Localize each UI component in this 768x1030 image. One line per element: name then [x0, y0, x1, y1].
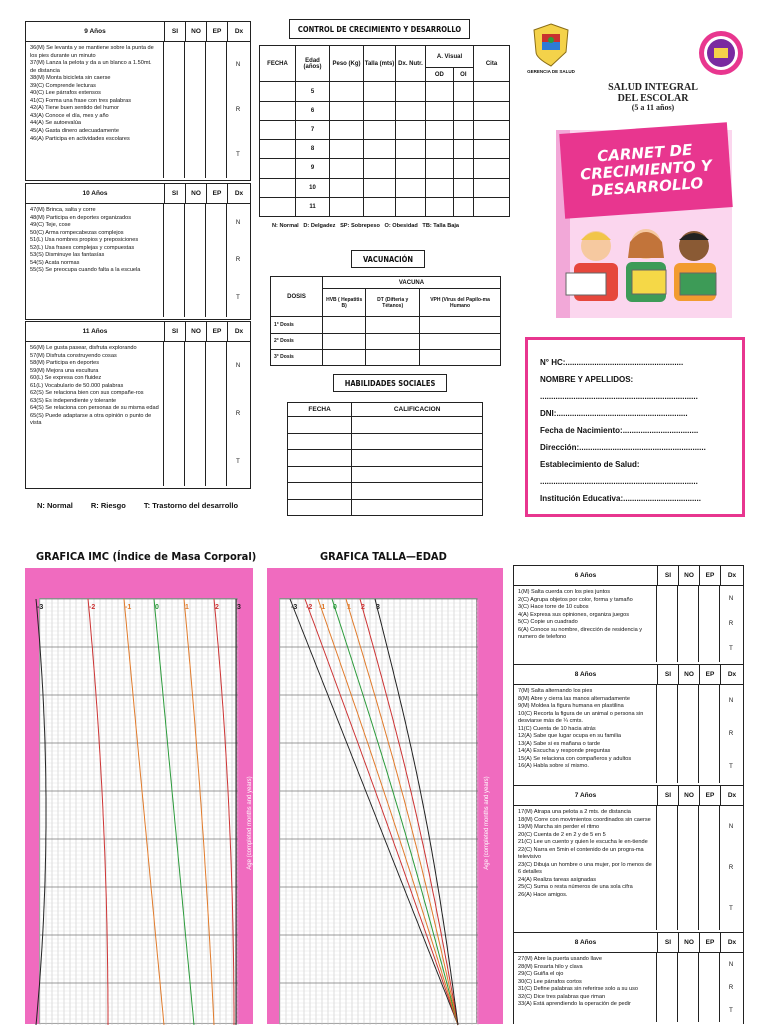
- control-cell: [474, 159, 510, 178]
- dx-codes: [227, 42, 249, 178]
- control-row: [260, 197, 510, 216]
- dx-code: R: [728, 864, 734, 871]
- shield-emblem-icon: [530, 22, 572, 68]
- col-cita: Cita: [474, 46, 510, 82]
- vac-cell: [323, 333, 366, 349]
- blank-cell: [699, 953, 720, 1022]
- control-cell: [330, 178, 364, 197]
- id-field: Establecimiento de Salud:: [540, 460, 640, 469]
- imc-chart: [37, 598, 241, 1024]
- control-cell: [260, 159, 296, 178]
- control-cell: [330, 120, 364, 139]
- dx-code: T: [729, 1007, 733, 1014]
- control-cell: [330, 101, 364, 120]
- vaccination-title: VACUNACIÓN: [351, 250, 425, 268]
- dx-codes: [227, 204, 249, 317]
- control-age: 11: [296, 197, 330, 216]
- col-edad: Edad (años): [296, 46, 330, 82]
- dx-codes: [720, 586, 742, 662]
- dev-block-11: [25, 321, 251, 489]
- control-row: [260, 159, 510, 178]
- vaccination-table: [270, 276, 501, 366]
- dev-block-6: [513, 565, 744, 665]
- vac-row: [271, 349, 501, 365]
- legend-normal: N: Normal: [37, 501, 73, 510]
- header-si: SI: [657, 933, 678, 952]
- blank-cell: [678, 806, 699, 930]
- control-cell: [426, 159, 454, 178]
- header-dx: Dx: [227, 322, 250, 341]
- control-cell: [396, 140, 426, 159]
- block-body: [514, 806, 743, 930]
- block-header: [26, 184, 250, 204]
- control-cell: [330, 197, 364, 216]
- control-cell: [453, 120, 473, 139]
- control-cell: [364, 140, 396, 159]
- vac-row: [271, 333, 501, 349]
- hab-cell: [352, 499, 483, 515]
- id-field: Dirección:.........................................................: [540, 443, 706, 452]
- control-cell: [426, 101, 454, 120]
- z-label: 0: [155, 604, 159, 611]
- control-cell: [260, 140, 296, 159]
- header-ep: EP: [699, 665, 720, 684]
- header-ep: EP: [699, 786, 720, 805]
- header-no: NO: [678, 566, 699, 585]
- vac-cell: [366, 333, 420, 349]
- blank-cell: [206, 204, 227, 317]
- hab-cell: [352, 466, 483, 482]
- hab-cell: [288, 499, 352, 515]
- legend-trastorno: T: Trastorno del desarrollo: [143, 501, 239, 510]
- dx-code: R: [728, 730, 734, 737]
- control-table: [259, 45, 510, 217]
- block-body: [514, 586, 743, 662]
- block-items: 17(M) Atrapa una pelota a 2 mts. de distancia 18(M) Corre con movimientos coordinados sin caerse 19(M) Marcha sin perder el ritmo 20(C) Cuenta de 2 en 2 y de 5 en 5 21(C) Lee un cuento y quien le escucha le en-tiende 22(C) Narra en 5min el contenido de un progra-ma televisivo 23(C) Dibuja un hombre o una mujer, por lo menos de 6 detalles 24(A) Realiza tareas asignadas 25(C) Suma o resta números de una sola cifra 26(A) Hace amigos.: [514, 806, 657, 930]
- header-no: NO: [185, 322, 206, 341]
- hab-row: [288, 499, 483, 515]
- control-age: 9: [296, 159, 330, 178]
- col-oi: OI: [453, 68, 473, 82]
- imc-chart-svg: [37, 599, 241, 1025]
- header-dx: Dx: [720, 665, 743, 684]
- block-body: [26, 204, 250, 317]
- control-cell: [396, 120, 426, 139]
- control-cell: [474, 178, 510, 197]
- vac-cell: [323, 317, 366, 333]
- control-cell: [260, 178, 296, 197]
- dx-code: R: [235, 106, 241, 113]
- z-label: 1: [185, 604, 189, 611]
- block-items: 47(M) Brinca, salta y corre 48(M) Participa en deportes organizados 49(C) Teje, cose 50(C) Arma rompecabezas complejos 51(L) Usa nombres propios y preposiciones 52(L) Usa frases complejas y compuestas 53(S) Disminuye las fantasías 54(S) Acata normas 55(S) Se preocupa cuando falta a la escuela: [26, 204, 164, 317]
- header-si: SI: [657, 665, 678, 684]
- header-no: NO: [185, 22, 206, 41]
- dx-codes: [720, 953, 742, 1022]
- control-cell: [396, 82, 426, 101]
- header-si: SI: [657, 566, 678, 585]
- blank-cell: [206, 42, 227, 178]
- dev-block-8b: [513, 932, 744, 1024]
- control-row: [260, 82, 510, 101]
- control-row: [260, 140, 510, 159]
- hab-cell: [352, 483, 483, 499]
- hab-row: [288, 483, 483, 499]
- control-cell: [364, 82, 396, 101]
- vac-dose: 1° Dosis: [271, 317, 323, 333]
- blank-cell: [699, 685, 720, 783]
- hab-cell: [352, 433, 483, 449]
- blank-cell: [164, 42, 185, 178]
- col-fecha: FECHA: [260, 46, 296, 82]
- blank-cell: [657, 685, 678, 783]
- control-cell: [364, 159, 396, 178]
- vac-cell: [420, 317, 501, 333]
- talla-chart: [279, 598, 477, 1024]
- hab-cell: [352, 450, 483, 466]
- hab-row: [288, 450, 483, 466]
- col-talla: Talla (mts): [364, 46, 396, 82]
- dx-codes: [720, 685, 742, 783]
- header-dx: Dx: [227, 184, 250, 203]
- block-body: [514, 953, 743, 1022]
- dx-code: R: [235, 411, 241, 417]
- control-cell: [330, 140, 364, 159]
- control-cell: [396, 101, 426, 120]
- z-label: -2: [89, 604, 96, 611]
- control-cell: [453, 159, 473, 178]
- vac-cell: [420, 349, 501, 365]
- header-si: SI: [164, 22, 185, 41]
- blank-cell: [678, 685, 699, 783]
- vac-cell: [420, 333, 501, 349]
- vac-cell: [366, 349, 420, 365]
- talla-axis-label: Age (completed months and years): [484, 776, 490, 870]
- block-body: [26, 342, 250, 486]
- legend-riesgo: R: Riesgo: [90, 501, 126, 510]
- children-reading-illustration: [556, 218, 732, 318]
- z-label: 3: [237, 604, 241, 611]
- header-no: NO: [185, 184, 206, 203]
- blank-cell: [678, 586, 699, 662]
- blank-cell: [657, 586, 678, 662]
- dx-codes: [227, 342, 249, 486]
- talla-chart-title: GRAFICA TALLA—EDAD: [320, 550, 447, 563]
- hab-cell: [352, 417, 483, 433]
- control-age: 8: [296, 140, 330, 159]
- col-od: OD: [426, 68, 454, 82]
- z-label: -3: [291, 604, 298, 611]
- block-age: 6 Años: [574, 572, 597, 579]
- block-age: 7 Años: [574, 792, 597, 799]
- blank-cell: [164, 342, 185, 486]
- z-label: -2: [306, 604, 313, 611]
- dx-code: R: [235, 257, 241, 264]
- vac-cell: [323, 349, 366, 365]
- z-label: -1: [125, 604, 132, 611]
- col-dx-nutr: Dx. Nutr.: [396, 46, 426, 82]
- dx-codes: [720, 806, 742, 930]
- control-cell: [474, 101, 510, 120]
- dx-legend: [37, 501, 257, 510]
- control-cell: [453, 140, 473, 159]
- control-cell: [260, 101, 296, 120]
- control-cell: [474, 82, 510, 101]
- block-body: [26, 42, 250, 178]
- hab-cell: [288, 466, 352, 482]
- control-cell: [396, 178, 426, 197]
- program-line-1: SALUD INTEGRAL: [608, 82, 698, 93]
- blank-cell: [657, 806, 678, 930]
- z-label: 1: [347, 604, 351, 611]
- header-dx: Dx: [720, 933, 743, 952]
- vac-dose: 3° Dosis: [271, 349, 323, 365]
- seal-icon: [698, 30, 744, 76]
- header-no: NO: [678, 786, 699, 805]
- id-field: .......................................................................: [540, 392, 698, 401]
- control-age: 6: [296, 101, 330, 120]
- org-name: GERENCIA DE SALUD: [527, 69, 575, 74]
- control-cell: [426, 140, 454, 159]
- control-cell: [330, 159, 364, 178]
- z-label: 3: [376, 604, 380, 611]
- children-reading-icon: [556, 218, 732, 318]
- dx-code: R: [728, 620, 734, 627]
- dev-block-7: [513, 785, 744, 933]
- carnet-title-box: [559, 122, 733, 219]
- id-field: DNI:...........................................................: [540, 409, 688, 418]
- vac-cell: [366, 317, 420, 333]
- dx-code: T: [729, 763, 733, 770]
- control-row: [260, 178, 510, 197]
- control-cell: [453, 178, 473, 197]
- dev-block-10: [25, 183, 251, 320]
- header-dx: Dx: [720, 566, 743, 585]
- dx-code: N: [728, 595, 734, 602]
- control-cell: [364, 120, 396, 139]
- blank-cell: [657, 953, 678, 1022]
- id-field: Institución Educativa:...................................: [540, 494, 701, 503]
- control-age: 10: [296, 178, 330, 197]
- header-si: SI: [164, 322, 185, 341]
- control-cell: [426, 82, 454, 101]
- z-label: -1: [319, 604, 326, 611]
- id-field: NOMBRE Y APELLIDOS:: [540, 375, 634, 384]
- block-header: [26, 22, 250, 42]
- hab-col-fecha: FECHA: [288, 403, 352, 417]
- block-items: 27(M) Abre la puerta usando llave 28(M) Ensarta hilo y clava 29(C) Guiña el ojo 30(C) Lee párrafos cortos 31(C) Define palabras sin referirse solo a su uso 32(C) Dice tres palabras que riman 33(A) Está aprendiendo la operación de pedir: [514, 953, 657, 1022]
- block-header: [514, 786, 743, 806]
- z-label: 2: [215, 604, 219, 611]
- block-items: 36(M) Se levanta y se mantiene sobre la punta de los pies durante un minuto 37(M) Lanza la pelota y da a un blanco a 1.50mt. de distancia 38(M) Monta bicicleta sin caerse 39(C) Comprende lecturas 40(C) Lee párrafos extensos 41(C) Forma una frase con tres palabras 42(A) Tiene buen sentido del humor 43(A) Conoce el día, mes y año 44(A) Se autoevalúa 45(A) Gasta dinero adecuadamente 46(A) Participa en actividades escolares: [26, 42, 164, 178]
- blank-cell: [185, 204, 206, 317]
- hab-cell: [288, 483, 352, 499]
- control-cell: [260, 120, 296, 139]
- dx-code: T: [236, 459, 240, 465]
- blank-cell: [206, 342, 227, 486]
- header-no: NO: [678, 665, 699, 684]
- control-title: CONTROL DE CRECIMIENTO Y DESARROLLO: [289, 19, 470, 39]
- dx-code: T: [236, 295, 240, 302]
- control-cell: [260, 197, 296, 216]
- dx-code: N: [728, 823, 734, 830]
- header-ep: EP: [206, 184, 227, 203]
- dx-code: N: [235, 219, 241, 226]
- block-age: 10 Años: [82, 190, 108, 197]
- col-agudeza-visual: A. Visual: [426, 46, 474, 68]
- dev-block-9: [25, 21, 251, 181]
- vac-col-hvb: HVB ( Hepatitis B): [323, 289, 366, 317]
- regional-emblem: [530, 22, 572, 68]
- control-cell: [260, 82, 296, 101]
- block-header: [514, 933, 743, 953]
- dx-code: N: [728, 961, 734, 968]
- header-dx: Dx: [720, 786, 743, 805]
- header-si: SI: [164, 184, 185, 203]
- hab-row: [288, 417, 483, 433]
- social-skills-title: HABILIDADES SOCIALES: [333, 374, 447, 392]
- health-seal: [698, 30, 744, 76]
- vac-col-vph: VPH (Virus del Papilo-ma Humano: [420, 289, 501, 317]
- vac-col-dt: DT (Difteria y Tétanos): [366, 289, 420, 317]
- control-age: 7: [296, 120, 330, 139]
- blank-cell: [164, 204, 185, 317]
- id-field: Fecha de Nacimiento:..................................: [540, 426, 699, 435]
- control-cell: [426, 178, 454, 197]
- control-cell: [364, 197, 396, 216]
- program-line-3: (5 a 11 años): [631, 103, 675, 112]
- block-items: 1(M) Salta cuerda con los pies juntos 2(C) Agrupa objetos por color, forma y tamaño 3(C) Hace torre de 10 cubos 4(A) Expresa sus opiniones, organiza juegos 5(C) Copie un cuadrado 6(A) Conoce su nombre, dirección de residencia y numero de telefono: [514, 586, 657, 662]
- z-label: -3: [37, 604, 44, 611]
- vac-col-vacuna: VACUNA: [323, 277, 501, 289]
- control-cell: [396, 197, 426, 216]
- hab-row: [288, 466, 483, 482]
- header-ep: EP: [699, 566, 720, 585]
- hab-row: [288, 433, 483, 449]
- header-si: SI: [657, 786, 678, 805]
- control-row: [260, 101, 510, 120]
- header-dx: Dx: [227, 22, 250, 41]
- vac-col-dosis: DOSIS: [271, 277, 323, 317]
- vac-dose: 2° Dosis: [271, 333, 323, 349]
- imc-axis-label: Age (completed months and years): [247, 776, 253, 870]
- dx-code: N: [235, 363, 241, 369]
- social-skills-table: [287, 402, 483, 516]
- block-header: [26, 322, 250, 342]
- control-cell: [330, 82, 364, 101]
- blank-cell: [185, 42, 206, 178]
- col-peso: Peso (Kg): [330, 46, 364, 82]
- z-label: 0: [333, 604, 337, 611]
- hab-cell: [288, 433, 352, 449]
- block-body: [514, 685, 743, 783]
- hab-cell: [288, 417, 352, 433]
- control-cell: [364, 101, 396, 120]
- header-no: NO: [678, 933, 699, 952]
- control-cell: [453, 101, 473, 120]
- control-cell: [426, 120, 454, 139]
- header-ep: EP: [206, 322, 227, 341]
- program-line-2: DEL ESCOLAR: [617, 92, 689, 104]
- id-field: N° HC:.....................................................: [540, 358, 684, 367]
- header-ep: EP: [699, 933, 720, 952]
- dx-code: T: [236, 152, 240, 159]
- talla-chart-svg: [280, 599, 478, 1025]
- dx-code: T: [729, 646, 733, 653]
- blank-cell: [699, 586, 720, 662]
- dx-code: N: [235, 61, 241, 68]
- dx-code: T: [729, 906, 733, 913]
- block-header: [514, 566, 743, 586]
- block-age: 11 Años: [82, 328, 108, 335]
- hab-col-calif: CALIFICACION: [352, 403, 483, 417]
- block-age: 9 Años: [84, 28, 106, 35]
- control-row: [260, 120, 510, 139]
- vac-row: [271, 317, 501, 333]
- control-cell: [474, 120, 510, 139]
- dx-code: N: [728, 698, 734, 705]
- header-ep: EP: [206, 22, 227, 41]
- imc-chart-title: GRAFICA IMC (Índice de Masa Corporal): [36, 550, 257, 563]
- hab-cell: [288, 450, 352, 466]
- block-header: [514, 665, 743, 685]
- control-cell: [396, 159, 426, 178]
- block-age: 8 Años: [574, 939, 597, 946]
- dev-block-8a: [513, 664, 744, 786]
- z-label: 2: [361, 604, 365, 611]
- block-items: 7(M) Salta alternando los pies 8(M) Abre y cierra las manos alternadamente 9(M) Moldea la figura humana en plastilina 10(C) Recorta la figura de un animal o persona sin desviarse más de ¼ cmts. 11(C) Cuenta de 10 hacia atrás 12(A) Sabe que lugar ocupa en su familia 13(A) Sabe si es mañana o tarde 14(A) Escucha y responde preguntas 15(A) Se relaciona con compañeros y adultos 16(A) Habla sobre sí mismo.: [514, 685, 657, 783]
- control-cell: [453, 197, 473, 216]
- control-cell: [364, 178, 396, 197]
- carnet-title: CARNET DE CRECIMIENTO Y DESARROLLO: [579, 140, 713, 200]
- blank-cell: [185, 342, 206, 486]
- nutrition-legend: N: Normal D: Delgadez SP: Sobrepeso O: Obesidad TB: Talla Baja: [272, 223, 460, 229]
- block-age: 8 Años: [574, 671, 597, 678]
- control-cell: [453, 82, 473, 101]
- program-title: [588, 83, 718, 112]
- dx-code: R: [728, 984, 734, 991]
- student-id-card: [525, 337, 745, 517]
- blank-cell: [699, 806, 720, 930]
- control-cell: [474, 140, 510, 159]
- control-cell: [474, 197, 510, 216]
- control-cell: [426, 197, 454, 216]
- id-field: .......................................................................: [540, 477, 698, 486]
- block-items: 56(M) Le gusta pasear, disfruta explorando 57(M) Disfruta construyendo cosas 58(M) Participa en deportes 59(M) Mejora una escultura 60(L) Se expresa con fluidez 61(L) Vocabulario de 50.000 palabras 62(S) Se relaciona bien con sus compañe-ros 63(S) Es independiente y tolerante 64(S) Se relaciona con personas de su misma edad 65(S) Puede adaptarse a otra opinión o punto de vista: [26, 342, 164, 486]
- control-age: 5: [296, 82, 330, 101]
- blank-cell: [678, 953, 699, 1022]
